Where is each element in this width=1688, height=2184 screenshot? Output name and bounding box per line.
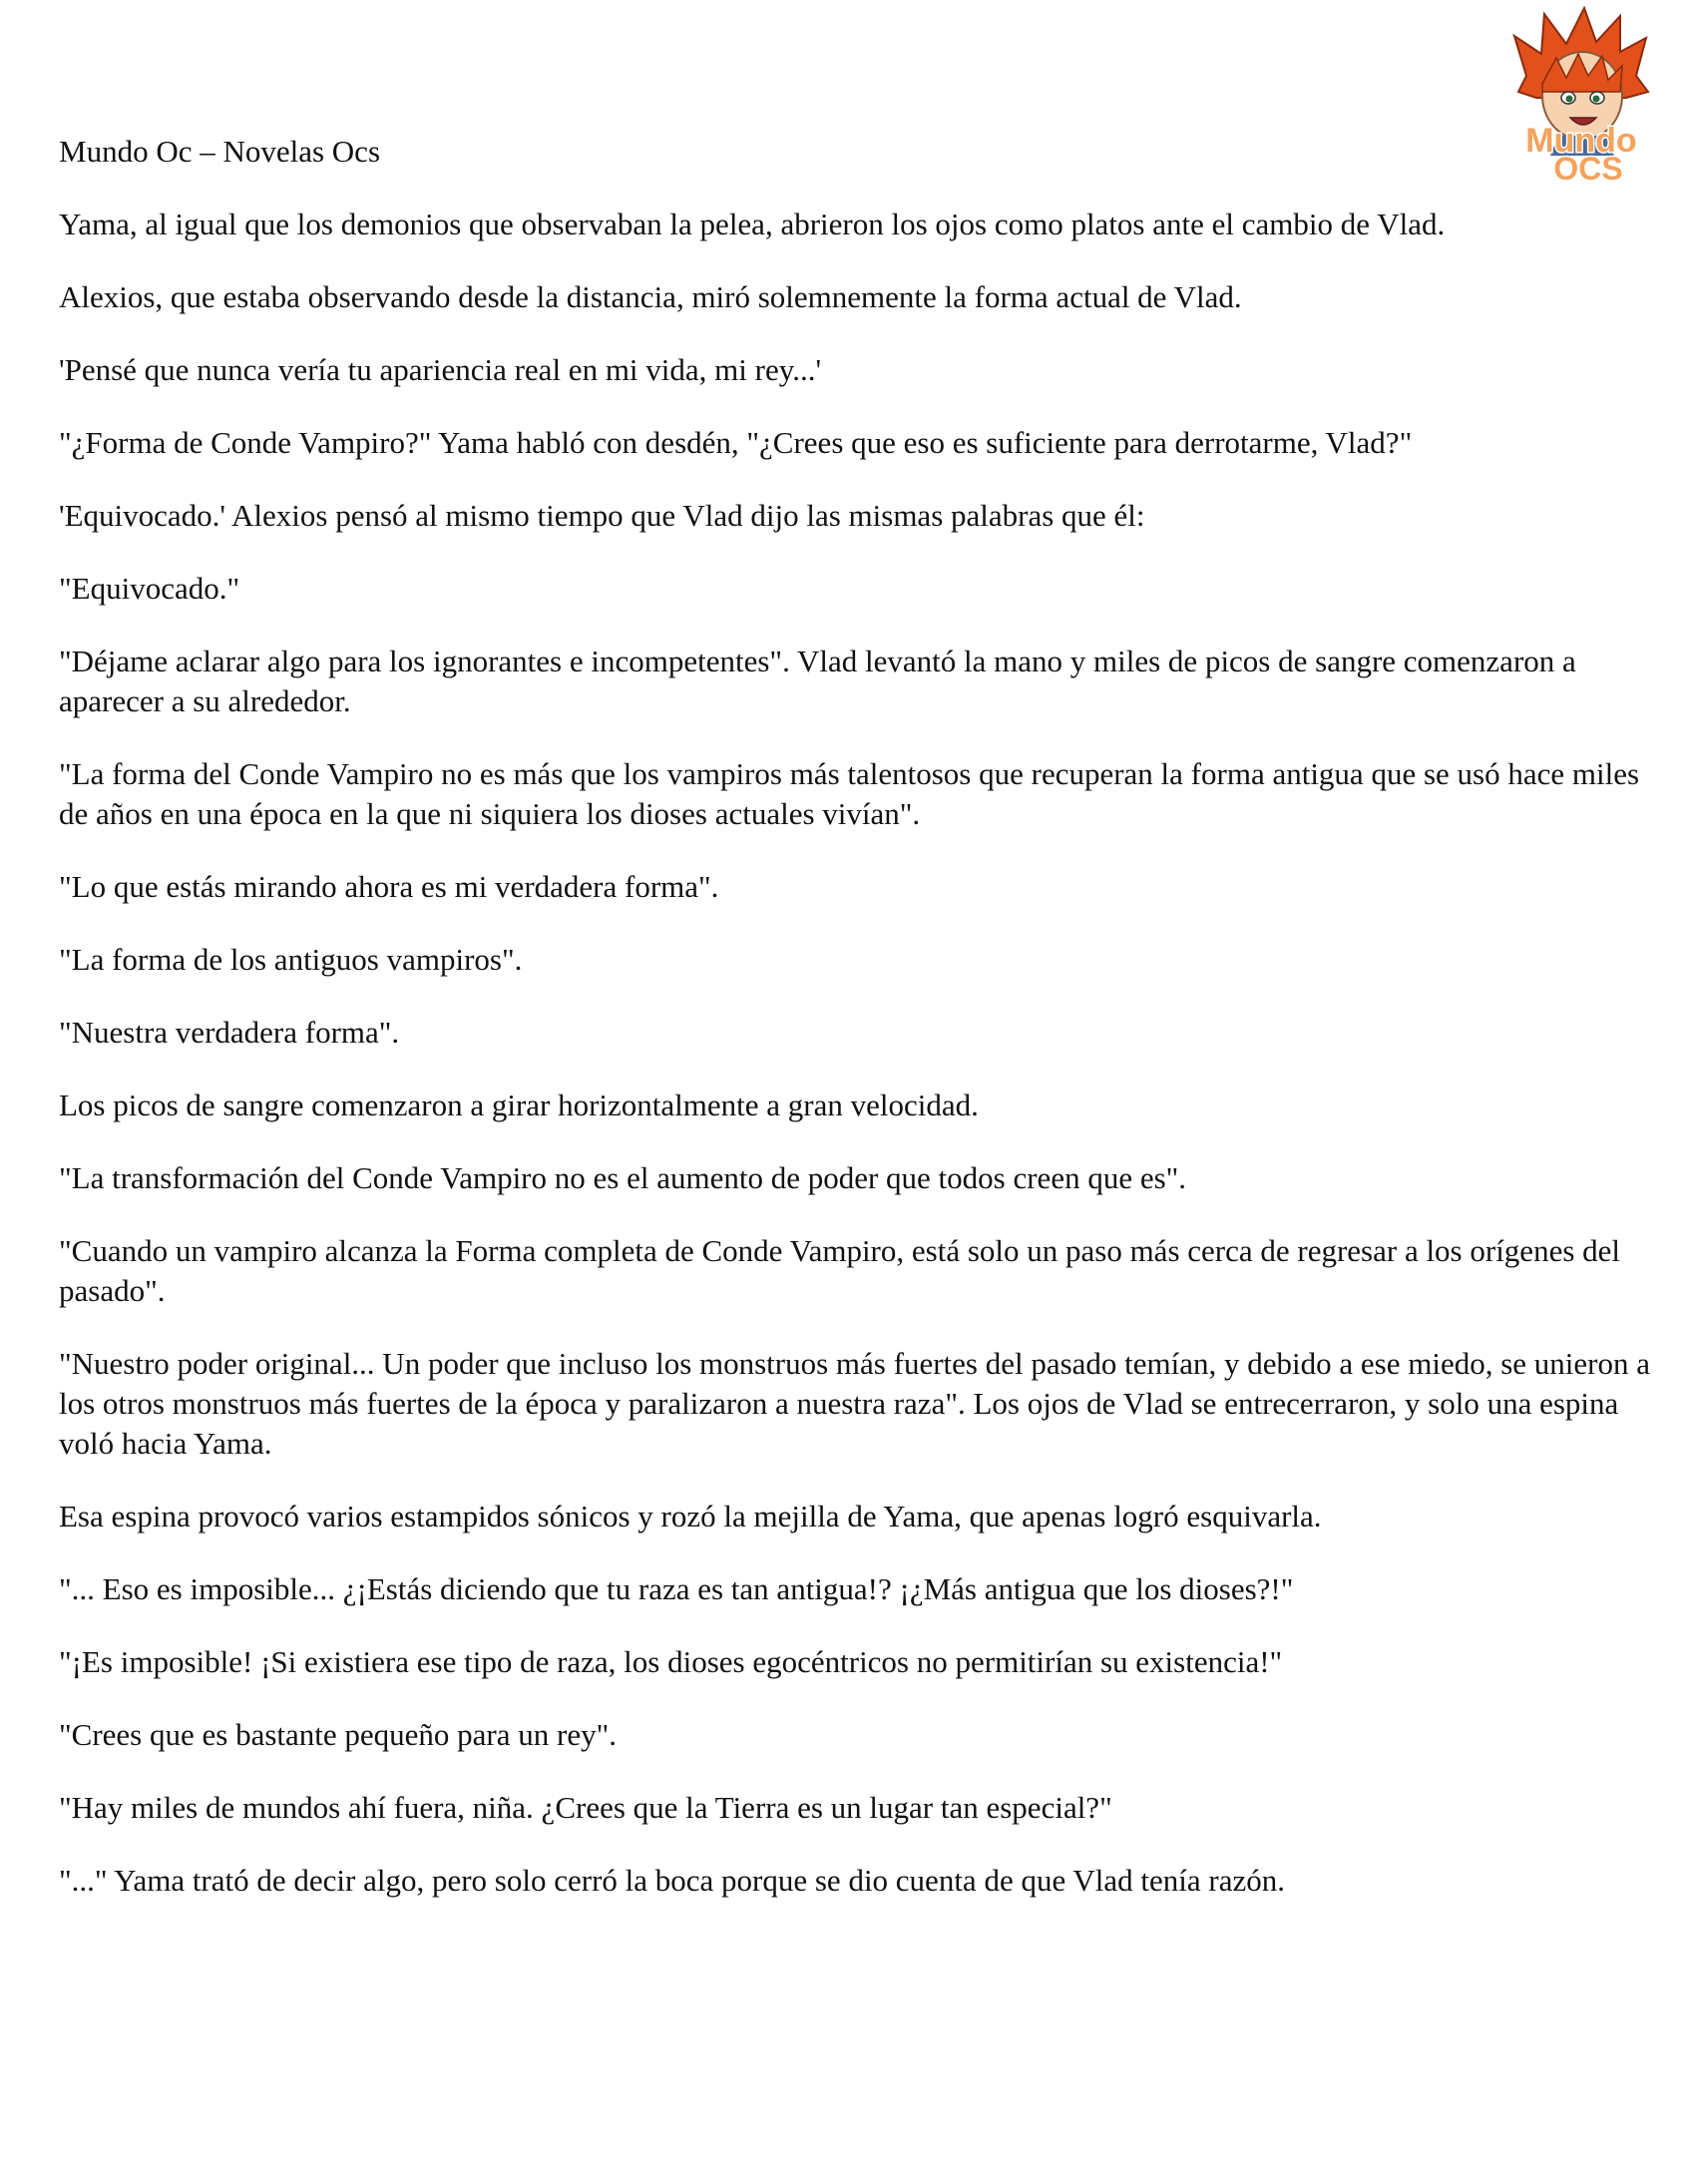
paragraph: "Déjame aclarar algo para los ignorantes e incompetentes". Vlad levantó la mano y miles de picos de sangre comenzaron a aparecer a su alrededor. <box>59 644 1576 718</box>
paragraph: "... Eso es imposible... ¿¡Estás diciendo que tu raza es tan antigua!? ¡¿Más antigua que los dioses?!" <box>59 1571 1294 1606</box>
paragraph: "¿Forma de Conde Vampiro?" Yama habló con desdén, "¿Crees que eso es suficiente para derrotarme, Vlad?" <box>59 425 1413 460</box>
paragraph: Los picos de sangre comenzaron a girar horizontalmente a gran velocidad. <box>59 1088 979 1122</box>
paragraph: "¡Es imposible! ¡Si existiera ese tipo de raza, los dioses egocéntricos no permitirían su existencia!" <box>59 1644 1283 1679</box>
document-header: Mundo Oc – Novelas Ocs <box>59 134 381 169</box>
paragraph: "Lo que estás mirando ahora es mi verdadera forma". <box>59 869 719 904</box>
paragraph: "Cuando un vampiro alcanza la Forma completa de Conde Vampiro, está solo un paso más cerca de regresar a los orígenes del pasado". <box>59 1233 1621 1308</box>
paragraph: 'Pensé que nunca vería tu apariencia real en mi vida, mi rey...' <box>59 352 822 387</box>
paragraph: "Equivocado." <box>59 571 240 606</box>
paragraph: Yama, al igual que los demonios que observaban la pelea, abrieron los ojos como platos ante el cambio de Vlad. <box>59 207 1446 241</box>
paragraph: Esa espina provocó varios estampidos sónicos y rozó la mejilla de Yama, que apenas logró esquivarla. <box>59 1499 1322 1533</box>
logo-text-mundo: Mundo <box>1525 122 1637 160</box>
logo-text-ocs: OCS <box>1553 151 1623 184</box>
document-body <box>59 132 1655 1934</box>
paragraph: "La forma de los antiguos vampiros". <box>59 942 523 977</box>
paragraph: "Nuestro poder original... Un poder que incluso los monstruos más fuertes del pasado temían, y debido a ese miedo, se unieron a los otros monstruos más fuertes de la época y paralizaron a nuestra raza". Los ojos de Vlad se entrecerraron, y solo una espina voló hacia Yama. <box>59 1346 1651 1461</box>
paragraph: "..." Yama trató de decir algo, pero solo cerró la boca porque se dio cuenta de que Vlad tenía razón. <box>59 1863 1285 1898</box>
paragraph: "Hay miles de mundos ahí fuera, niña. ¿Crees que la Tierra es un lugar tan especial?" <box>59 1790 1112 1825</box>
paragraph: "Crees que es bastante pequeño para un rey". <box>59 1717 617 1752</box>
paragraph: 'Equivocado.' Alexios pensó al mismo tiempo que Vlad dijo las mismas palabras que él: <box>59 498 1145 533</box>
paragraph: "La forma del Conde Vampiro no es más que los vampiros más talentosos que recuperan la forma antigua que se usó hace miles de años en una época en la que ni siquiera los dioses actuales vivían". <box>59 756 1640 831</box>
paragraph: Alexios, que estaba observando desde la distancia, miró solemnemente la forma actual de Vlad. <box>59 279 1242 314</box>
paragraph: "Nuestra verdadera forma". <box>59 1015 400 1050</box>
paragraph: "La transformación del Conde Vampiro no es el aumento de poder que todos creen que es". <box>59 1160 1187 1195</box>
